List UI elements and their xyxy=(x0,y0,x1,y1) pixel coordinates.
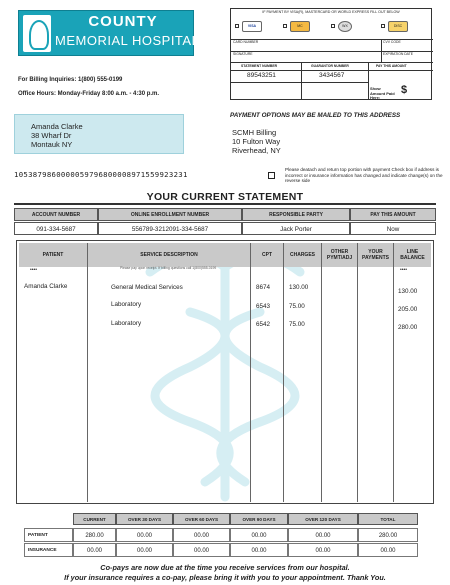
patient-city: Montauk NY xyxy=(31,140,73,149)
patient-name: Amanda Clarke xyxy=(31,122,83,131)
insurance-row-label: INSURANCE xyxy=(24,543,73,557)
barcode-number: 1053879860000059796800008971559923231 xyxy=(14,170,188,179)
over-120-header: OVER 120 DAYS xyxy=(288,513,358,525)
enrollment-number: 556789-3212091-334-5687 xyxy=(98,222,242,235)
divider xyxy=(231,39,433,40)
column-divider xyxy=(321,243,322,502)
table-row-cpt: 8674 xyxy=(256,284,271,291)
table-row-service: General Medical Services xyxy=(111,284,183,291)
column-divider xyxy=(87,243,88,502)
worldexpress-checkbox[interactable] xyxy=(331,24,335,28)
cpt-column-header: CPT xyxy=(251,243,283,267)
table-row-balance: 130.00 xyxy=(398,288,418,295)
responsible-party-header: RESPONSIBLE PARTY xyxy=(242,208,350,221)
visa-checkbox[interactable] xyxy=(235,24,239,28)
patient-over-120: 00.00 xyxy=(288,528,358,542)
table-row-cpt: 6542 xyxy=(256,321,271,328)
footer-copay-notice: Co-pays are now due at the time you receive services from our hospital. xyxy=(100,563,350,572)
table-row-charge: 130.00 xyxy=(289,284,309,291)
logo-line-2: MEMORIAL HOSPITAL xyxy=(55,33,200,48)
patient-over-90: 00.00 xyxy=(230,528,288,542)
patient-total: 280.00 xyxy=(358,528,418,542)
current-header: CURRENT xyxy=(73,513,116,525)
table-row-service: Laboratory xyxy=(111,301,142,308)
amount-paid-input[interactable] xyxy=(409,89,429,96)
footer-insurance-notice: If your insurance requires a co-pay, please bring it with you to your appointment. Thank You. xyxy=(64,573,386,582)
guarantor-number: 3434567 xyxy=(319,72,345,79)
patient-current: 280.00 xyxy=(73,528,116,542)
patient-street: 38 Wharf Dr xyxy=(31,131,72,140)
insurance-over-60: 00.00 xyxy=(173,543,230,557)
card-box-header: IF PAYMENT BY VISA(R), MASTERCARD OR WORLD EXPRESS FILL OUT BELOW xyxy=(262,10,400,14)
pay-amount-due: Now xyxy=(350,222,436,235)
discover-checkbox[interactable] xyxy=(381,24,385,28)
dots-marker: •••• xyxy=(400,267,408,273)
address-change-checkbox[interactable] xyxy=(268,172,275,179)
line-balance-column-header: LINE BALANCE xyxy=(394,243,431,267)
office-hours: Office Hours: Monday-Friday 8:00 a.m. - 4:30 p.m. xyxy=(18,91,160,97)
column-divider xyxy=(393,243,394,502)
column-divider xyxy=(250,243,251,502)
show-amount-label: Show Amount Paid Here: xyxy=(370,86,395,101)
address-change-notice: Please deatach and return top portion with payment Check box if address is incorrect or insurance information has changed and indicate change(s) on the reverse side xyxy=(285,167,443,184)
table-row-balance: 280.00 xyxy=(398,324,418,331)
table-row-balance: 205.00 xyxy=(398,306,418,313)
enrollment-number-header: ONLINE ENROLLMENT NUMBER xyxy=(98,208,242,221)
patient-name-cell: Amanda Clarke xyxy=(24,283,68,290)
divider xyxy=(231,70,433,71)
billing-city: Riverhead, NY xyxy=(232,146,281,155)
insurance-current: 00.00 xyxy=(73,543,116,557)
other-payment-column-header: OTHER PYMT/ADJ xyxy=(322,243,357,267)
table-row-cpt: 6543 xyxy=(256,303,271,310)
hospital-logo xyxy=(18,10,200,56)
account-number-header: ACCOUNT NUMBER xyxy=(14,208,98,221)
dots-marker: •••• xyxy=(30,267,38,273)
patient-address-block xyxy=(14,114,184,154)
guarantor-number-label: GUARANTOR NUMBER xyxy=(311,64,349,68)
insurance-over-120: 00.00 xyxy=(288,543,358,557)
card-payment-box xyxy=(230,8,432,100)
signature-label: SIGNATURE xyxy=(233,52,253,56)
expiration-label: EXPIRATION DATE xyxy=(383,52,414,56)
divider xyxy=(368,62,369,100)
mail-address-block xyxy=(232,128,281,155)
table-row-charge: 75.00 xyxy=(289,321,305,328)
patient-over-30: 00.00 xyxy=(116,528,173,542)
statement-number: 89543251 xyxy=(247,72,276,79)
caduceus-icon xyxy=(23,15,51,52)
card-number-label: CARD NUMBER xyxy=(233,40,259,44)
charges-column-header: CHARGES xyxy=(284,243,321,267)
pay-this-amount-label: PAY THIS AMOUNT xyxy=(376,64,407,68)
table-row-charge: 75.00 xyxy=(289,303,305,310)
billing-inquiries: For Billing Inquiries: 1(800) 555-0199 xyxy=(18,77,123,83)
insurance-total: 00.00 xyxy=(358,543,418,557)
mastercard-logo-icon: MC xyxy=(290,21,310,32)
over-90-header: OVER 90 DAYS xyxy=(230,513,288,525)
discover-logo-icon: DISC xyxy=(388,21,408,32)
table-row-service: Laboratory xyxy=(111,320,142,327)
divider xyxy=(231,82,368,83)
column-divider xyxy=(283,243,284,502)
world-express-logo-icon: WX xyxy=(338,21,352,32)
over-60-header: OVER 60 DAYS xyxy=(173,513,230,525)
logo-line-1: COUNTY xyxy=(88,13,158,30)
pay-amount-header: PAY THIS AMOUNT xyxy=(350,208,436,221)
total-header: TOTAL xyxy=(358,513,418,525)
divider xyxy=(231,62,433,63)
insurance-over-90: 00.00 xyxy=(230,543,288,557)
your-payments-column-header: YOUR PAYMENTS xyxy=(358,243,393,267)
billing-name: SCMH Billing xyxy=(232,128,277,137)
dollar-sign: $ xyxy=(401,84,408,96)
patient-over-60: 00.00 xyxy=(173,528,230,542)
mastercard-checkbox[interactable] xyxy=(283,24,287,28)
charges-table xyxy=(16,240,434,504)
title-rule xyxy=(14,203,436,205)
column-divider xyxy=(357,243,358,502)
statement-number-label: STATEMENT NUMBER xyxy=(241,64,278,68)
responsible-party: Jack Porter xyxy=(242,222,350,235)
service-column-header: SERVICE DESCRIPTION xyxy=(88,243,250,267)
account-number: 091-334-5687 xyxy=(14,222,98,235)
pay-upon-receipt-note: Please pay upon receipt. If billing questions call 1(800)555-0199 xyxy=(120,266,217,270)
statement-title: YOUR CURRENT STATEMENT xyxy=(146,191,304,203)
visa-logo-icon: VISA xyxy=(242,21,262,32)
patient-column-header: PATIENT xyxy=(19,243,87,267)
patient-row-label: PATIENT xyxy=(24,528,73,542)
insurance-over-30: 00.00 xyxy=(116,543,173,557)
cvv-label: CVV CODE xyxy=(383,40,401,44)
billing-street: 10 Fulton Way xyxy=(232,137,281,146)
divider xyxy=(301,62,302,100)
mail-address-title: PAYMENT OPTIONS MAY BE MAILED TO THIS ADDRESS xyxy=(230,112,401,119)
over-30-header: OVER 30 DAYS xyxy=(116,513,173,525)
